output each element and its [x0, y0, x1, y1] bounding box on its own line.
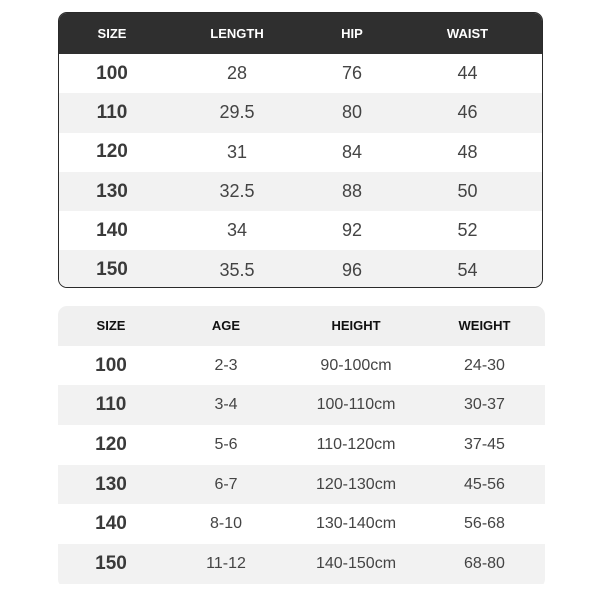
height-cell: 100-110cm [316, 396, 396, 414]
header-length: LENGTH [210, 26, 264, 41]
hip-cell: 96 [341, 259, 363, 280]
header-height: HEIGHT [331, 318, 381, 334]
height-cell: 130-140cm [315, 515, 397, 533]
size-cell: 120 [96, 141, 128, 163]
weight-cell: 68-80 [464, 554, 505, 572]
size-cell: 150 [95, 552, 127, 574]
hip-cell: 76 [341, 63, 363, 84]
hip-cell: 88 [341, 181, 363, 202]
waist-cell: 48 [457, 141, 478, 162]
size-cell: 150 [96, 259, 128, 281]
hip-cell: 92 [341, 220, 363, 241]
waist-cell: 52 [457, 220, 478, 241]
weight-cell: 56-68 [464, 515, 505, 533]
measurement-table-header [59, 13, 542, 54]
header-waist: WAIST [446, 26, 489, 41]
waist-cell: 44 [457, 63, 478, 84]
size-cell: 100 [96, 62, 128, 84]
height-cell: 120-130cm [315, 475, 397, 493]
length-cell: 28 [226, 63, 248, 84]
table-row [58, 385, 545, 425]
hip-cell: 80 [341, 102, 363, 123]
size-cell: 130 [96, 180, 128, 202]
header-weight: WEIGHT [458, 318, 511, 334]
table-row [59, 133, 542, 172]
waist-cell: 50 [457, 181, 478, 202]
weight-cell: 45-56 [464, 475, 505, 493]
age-cell: 6-7 [214, 475, 238, 493]
header-size: SIZE [96, 318, 126, 334]
weight-cell: 37-45 [464, 435, 505, 453]
age-table [58, 306, 545, 588]
weight-cell: 30-37 [464, 396, 505, 414]
table-row [59, 54, 542, 93]
waist-cell: 54 [457, 259, 478, 280]
age-cell: 3-4 [214, 396, 238, 414]
age-cell: 5-6 [214, 435, 238, 453]
header-age: AGE [211, 318, 241, 334]
table-row [59, 93, 542, 132]
table-row [58, 544, 545, 584]
age-table-header [58, 306, 545, 346]
size-cell: 110 [96, 101, 128, 123]
age-cell: 11-12 [206, 554, 246, 572]
size-cell: 140 [95, 513, 127, 535]
table-row [58, 504, 545, 544]
height-cell: 110-120cm [316, 435, 396, 453]
length-cell: 31 [226, 141, 248, 162]
table-row [58, 465, 545, 505]
table-row [58, 346, 545, 386]
size-cell: 130 [95, 473, 127, 495]
weight-cell: 24-30 [464, 356, 505, 374]
table-row [58, 425, 545, 465]
hip-cell: 84 [341, 141, 363, 162]
size-cell: 140 [96, 219, 128, 241]
table-row [59, 250, 542, 288]
measurement-table [58, 12, 543, 288]
length-cell: 32.5 [219, 181, 255, 202]
waist-cell: 46 [457, 102, 478, 123]
age-cell: 2-3 [214, 356, 238, 374]
size-cell: 120 [95, 433, 127, 455]
table-row [59, 211, 542, 250]
header-hip: HIP [341, 26, 363, 41]
length-cell: 29.5 [219, 102, 255, 123]
size-cell: 110 [95, 394, 127, 416]
height-cell: 140-150cm [315, 554, 397, 572]
size-cell: 100 [95, 354, 127, 376]
length-cell: 35.5 [219, 259, 255, 280]
height-cell: 90-100cm [320, 356, 392, 374]
header-size: SIZE [97, 26, 127, 41]
age-cell: 8-10 [209, 515, 243, 533]
table-row [59, 172, 542, 211]
length-cell: 34 [226, 220, 248, 241]
